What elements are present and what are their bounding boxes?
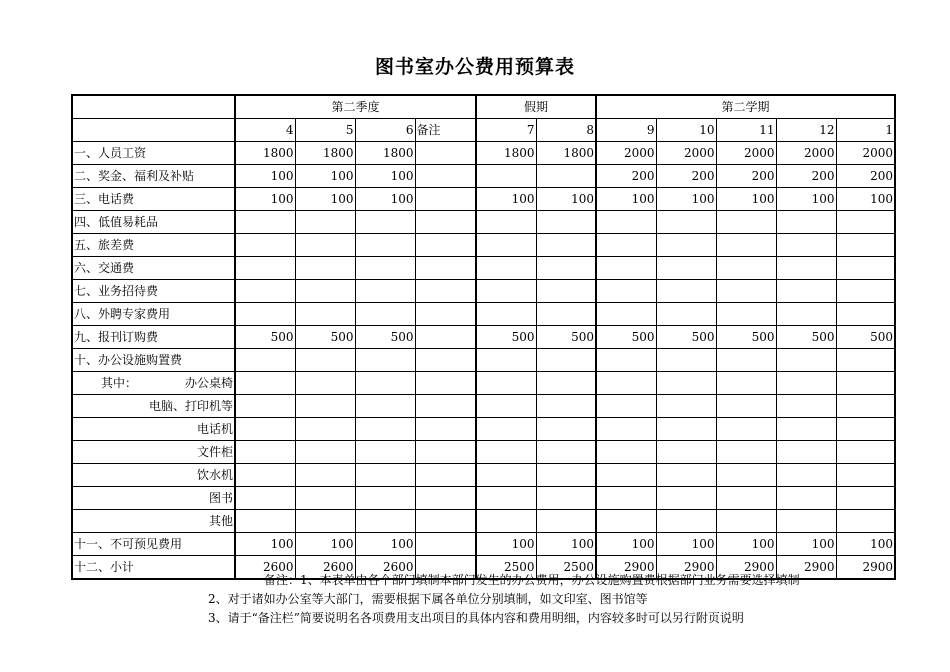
value-cell: [476, 349, 536, 372]
value-cell: 100: [776, 188, 836, 211]
value-cell: [776, 372, 836, 395]
value-cell: [656, 234, 716, 257]
value-cell: 2000: [596, 142, 656, 165]
row-label: 八、外聘专家费用: [72, 303, 235, 326]
value-cell: 500: [716, 326, 776, 349]
value-cell: 500: [235, 326, 295, 349]
value-cell: [355, 372, 415, 395]
row-label: 三、电话费: [72, 188, 235, 211]
table-row: [72, 395, 895, 418]
value-cell: [415, 487, 476, 510]
value-cell: [836, 234, 895, 257]
value-cell: [716, 395, 776, 418]
value-cell: 2900: [656, 556, 716, 580]
value-cell: [476, 257, 536, 280]
value-cell: [836, 510, 895, 533]
value-cell: [656, 349, 716, 372]
value-cell: [536, 257, 596, 280]
budget-table: [71, 94, 896, 580]
header-group-holiday: 假期: [476, 95, 596, 119]
value-cell: [716, 234, 776, 257]
table-row: [72, 510, 895, 533]
value-cell: [536, 349, 596, 372]
value-cell: [235, 234, 295, 257]
table-row: [72, 211, 895, 234]
value-cell: [415, 441, 476, 464]
note-line-2: 2、对于诸如办公室等大部门，需要根据下属各单位分别填制，如文印室、图书馆等: [208, 592, 648, 606]
value-cell: [776, 441, 836, 464]
value-cell: 100: [355, 165, 415, 188]
value-cell: [355, 487, 415, 510]
value-cell: 100: [355, 188, 415, 211]
value-cell: [536, 303, 596, 326]
value-cell: [776, 234, 836, 257]
value-cell: [716, 211, 776, 234]
value-cell: [776, 395, 836, 418]
row-label: 九、报刊订购费: [72, 326, 235, 349]
row-label: 十一、不可预见费用: [72, 533, 235, 556]
value-cell: [836, 303, 895, 326]
value-cell: [656, 441, 716, 464]
value-cell: 2000: [716, 142, 776, 165]
value-cell: 100: [355, 533, 415, 556]
row-label: 饮水机: [72, 464, 235, 487]
value-cell: [355, 280, 415, 303]
value-cell: 100: [716, 188, 776, 211]
value-cell: [295, 487, 355, 510]
value-cell: 500: [656, 326, 716, 349]
value-cell: [536, 395, 596, 418]
value-cell: [476, 165, 536, 188]
value-cell: [536, 372, 596, 395]
value-cell: [355, 441, 415, 464]
value-cell: [836, 257, 895, 280]
header-month-cell: 1: [836, 119, 895, 142]
value-cell: 1800: [235, 142, 295, 165]
value-cell: [355, 257, 415, 280]
value-cell: [476, 395, 536, 418]
value-cell: [415, 372, 476, 395]
value-cell: [536, 487, 596, 510]
row-label: 五、旅差费: [72, 234, 235, 257]
value-cell: 2900: [596, 556, 656, 580]
value-cell: [596, 257, 656, 280]
value-cell: [656, 510, 716, 533]
row-label: 六、交通费: [72, 257, 235, 280]
value-cell: [295, 303, 355, 326]
value-cell: 500: [536, 326, 596, 349]
value-cell: [355, 349, 415, 372]
header-month-cell: 9: [596, 119, 656, 142]
value-cell: [235, 441, 295, 464]
value-cell: [596, 372, 656, 395]
value-cell: [836, 280, 895, 303]
row-label: 文件柜: [72, 441, 235, 464]
value-cell: [295, 372, 355, 395]
value-cell: [596, 418, 656, 441]
header-month-cell: 备注: [415, 119, 476, 142]
value-cell: [355, 395, 415, 418]
value-cell: [536, 280, 596, 303]
value-cell: [295, 349, 355, 372]
header-group-q2: 第二季度: [235, 95, 476, 119]
value-cell: [295, 211, 355, 234]
value-cell: [476, 303, 536, 326]
row-label: 其他: [72, 510, 235, 533]
value-cell: [776, 510, 836, 533]
value-cell: [415, 257, 476, 280]
row-label: [72, 372, 235, 395]
note-line-1: 备注：1、本表单由各个部门填制本部门发生的办公费用，办公设施购置费根据部门业务需要选择填制: [264, 573, 800, 587]
value-cell: [235, 418, 295, 441]
value-cell: 100: [295, 188, 355, 211]
value-cell: [355, 510, 415, 533]
value-cell: 2600: [355, 556, 415, 580]
value-cell: [656, 487, 716, 510]
table-row: [72, 464, 895, 487]
value-cell: 100: [476, 188, 536, 211]
header-month-cell: 8: [536, 119, 596, 142]
note-line-3: 3、请于“备注栏”简要说明名各项费用支出项目的具体内容和费用明细，内容较多时可以另行附页说明: [208, 611, 744, 625]
value-cell: 1800: [536, 142, 596, 165]
value-cell: 100: [235, 188, 295, 211]
value-cell: [415, 234, 476, 257]
value-cell: [235, 349, 295, 372]
table-row: [72, 234, 895, 257]
value-cell: 100: [295, 533, 355, 556]
value-cell: [836, 441, 895, 464]
value-cell: [836, 395, 895, 418]
value-cell: [415, 280, 476, 303]
value-cell: [716, 349, 776, 372]
value-cell: [596, 441, 656, 464]
value-cell: [415, 395, 476, 418]
value-cell: [536, 441, 596, 464]
value-cell: [235, 280, 295, 303]
table-row: [72, 418, 895, 441]
value-cell: 100: [656, 533, 716, 556]
value-cell: [716, 280, 776, 303]
value-cell: [776, 349, 836, 372]
value-cell: 500: [295, 326, 355, 349]
table-row: [72, 303, 895, 326]
value-cell: [235, 510, 295, 533]
row-label: 电脑、打印机等: [72, 395, 235, 418]
value-cell: [656, 464, 716, 487]
value-cell: [295, 234, 355, 257]
value-cell: [596, 464, 656, 487]
value-cell: [415, 326, 476, 349]
value-cell: [476, 372, 536, 395]
value-cell: [415, 510, 476, 533]
value-cell: [716, 487, 776, 510]
value-cell: 100: [476, 533, 536, 556]
value-cell: [656, 257, 716, 280]
value-cell: 100: [836, 188, 895, 211]
value-cell: [536, 211, 596, 234]
value-cell: [536, 165, 596, 188]
value-cell: 100: [235, 533, 295, 556]
value-cell: 100: [536, 188, 596, 211]
value-cell: 2900: [836, 556, 895, 580]
value-cell: 100: [295, 165, 355, 188]
value-cell: [355, 303, 415, 326]
value-cell: [596, 349, 656, 372]
value-cell: 2600: [295, 556, 355, 580]
value-cell: 500: [596, 326, 656, 349]
value-cell: [295, 280, 355, 303]
value-cell: 200: [596, 165, 656, 188]
row-label-text: 其中：: [101, 376, 138, 390]
value-cell: [596, 303, 656, 326]
value-cell: 2000: [836, 142, 895, 165]
value-cell: [476, 510, 536, 533]
value-cell: [355, 211, 415, 234]
value-cell: [536, 418, 596, 441]
table-row: [72, 441, 895, 464]
value-cell: [476, 464, 536, 487]
header-month-cell: 11: [716, 119, 776, 142]
value-cell: [776, 211, 836, 234]
page-title: 图书室办公费用预算表: [374, 56, 575, 78]
value-cell: 100: [776, 533, 836, 556]
value-cell: [295, 441, 355, 464]
value-cell: [596, 211, 656, 234]
value-cell: 1800: [295, 142, 355, 165]
table-row: [72, 188, 895, 211]
value-cell: [656, 395, 716, 418]
row-label: 一、人员工资: [72, 142, 235, 165]
value-cell: [836, 211, 895, 234]
header-row-groups: [72, 95, 895, 119]
value-cell: [836, 464, 895, 487]
row-label: 十二、小计: [72, 556, 235, 580]
header-row-months: [72, 119, 895, 142]
value-cell: [476, 441, 536, 464]
value-cell: [235, 372, 295, 395]
row-label: 电话机: [72, 418, 235, 441]
header-month-cell: 4: [235, 119, 295, 142]
value-cell: 2500: [536, 556, 596, 580]
value-cell: 200: [656, 165, 716, 188]
value-cell: 100: [596, 188, 656, 211]
value-cell: 2600: [235, 556, 295, 580]
value-cell: [836, 349, 895, 372]
value-cell: [536, 464, 596, 487]
table-row: [72, 142, 895, 165]
value-cell: 1800: [476, 142, 536, 165]
value-cell: [596, 487, 656, 510]
header-month-cell: 7: [476, 119, 536, 142]
table-row: [72, 487, 895, 510]
value-cell: 200: [716, 165, 776, 188]
value-cell: [776, 464, 836, 487]
header-blank-cell: [72, 119, 235, 142]
value-cell: 100: [596, 533, 656, 556]
value-cell: [716, 372, 776, 395]
value-cell: [235, 487, 295, 510]
value-cell: [836, 418, 895, 441]
row-label: 四、低值易耗品: [72, 211, 235, 234]
row-label: 图书: [72, 487, 235, 510]
value-cell: [776, 418, 836, 441]
table-row: [72, 280, 895, 303]
value-cell: [656, 418, 716, 441]
value-cell: [415, 349, 476, 372]
value-cell: [476, 487, 536, 510]
value-cell: 100: [536, 533, 596, 556]
value-cell: 200: [776, 165, 836, 188]
value-cell: [716, 441, 776, 464]
value-cell: [776, 487, 836, 510]
table-row: [72, 349, 895, 372]
value-cell: [716, 303, 776, 326]
row-label: 二、奖金、福利及补贴: [72, 165, 235, 188]
header-blank-cell: [72, 95, 235, 119]
value-cell: [476, 280, 536, 303]
value-cell: [716, 464, 776, 487]
value-cell: 500: [836, 326, 895, 349]
value-cell: [716, 257, 776, 280]
value-cell: [235, 303, 295, 326]
row-label: 七、业务招待费: [72, 280, 235, 303]
value-cell: [235, 257, 295, 280]
value-cell: [355, 464, 415, 487]
value-cell: [415, 211, 476, 234]
value-cell: [235, 464, 295, 487]
table-row: [72, 533, 895, 556]
value-cell: [836, 372, 895, 395]
value-cell: [415, 188, 476, 211]
value-cell: 100: [716, 533, 776, 556]
value-cell: [776, 303, 836, 326]
value-cell: 100: [656, 188, 716, 211]
value-cell: [415, 165, 476, 188]
value-cell: 500: [355, 326, 415, 349]
value-cell: 2900: [776, 556, 836, 580]
value-cell: [596, 395, 656, 418]
table-row: [72, 326, 895, 349]
header-month-cell: 6: [355, 119, 415, 142]
header-month-cell: 5: [295, 119, 355, 142]
value-cell: [295, 464, 355, 487]
value-cell: [476, 418, 536, 441]
table-row: [72, 257, 895, 280]
value-cell: [596, 234, 656, 257]
value-cell: [836, 487, 895, 510]
value-cell: [656, 280, 716, 303]
value-cell: [656, 211, 716, 234]
header-month-cell: 10: [656, 119, 716, 142]
value-cell: 500: [776, 326, 836, 349]
value-cell: [415, 533, 476, 556]
table-row: [72, 165, 895, 188]
value-cell: [415, 142, 476, 165]
value-cell: [355, 418, 415, 441]
value-cell: 100: [836, 533, 895, 556]
value-cell: [295, 418, 355, 441]
value-cell: [295, 395, 355, 418]
value-cell: [476, 211, 536, 234]
header-month-cell: 12: [776, 119, 836, 142]
value-cell: [415, 464, 476, 487]
value-cell: [716, 510, 776, 533]
value-cell: [596, 280, 656, 303]
value-cell: 2500: [476, 556, 536, 580]
value-cell: 2900: [716, 556, 776, 580]
value-cell: 2000: [656, 142, 716, 165]
table-row: [72, 372, 895, 395]
value-cell: [295, 510, 355, 533]
value-cell: [776, 280, 836, 303]
value-cell: 2000: [776, 142, 836, 165]
row-label: 十、办公设施购置费: [72, 349, 235, 372]
value-cell: [716, 418, 776, 441]
value-cell: [476, 234, 536, 257]
value-cell: [415, 303, 476, 326]
value-cell: [295, 257, 355, 280]
value-cell: [536, 510, 596, 533]
header-group-semester: 第二学期: [596, 95, 895, 119]
value-cell: [235, 211, 295, 234]
value-cell: [596, 510, 656, 533]
row-label-extra: 办公桌椅: [185, 376, 234, 390]
value-cell: [235, 395, 295, 418]
value-cell: [776, 257, 836, 280]
value-cell: [355, 234, 415, 257]
value-cell: [656, 372, 716, 395]
value-cell: [415, 418, 476, 441]
value-cell: [536, 234, 596, 257]
value-cell: 200: [836, 165, 895, 188]
value-cell: 500: [476, 326, 536, 349]
value-cell: 100: [235, 165, 295, 188]
value-cell: 1800: [355, 142, 415, 165]
value-cell: [656, 303, 716, 326]
